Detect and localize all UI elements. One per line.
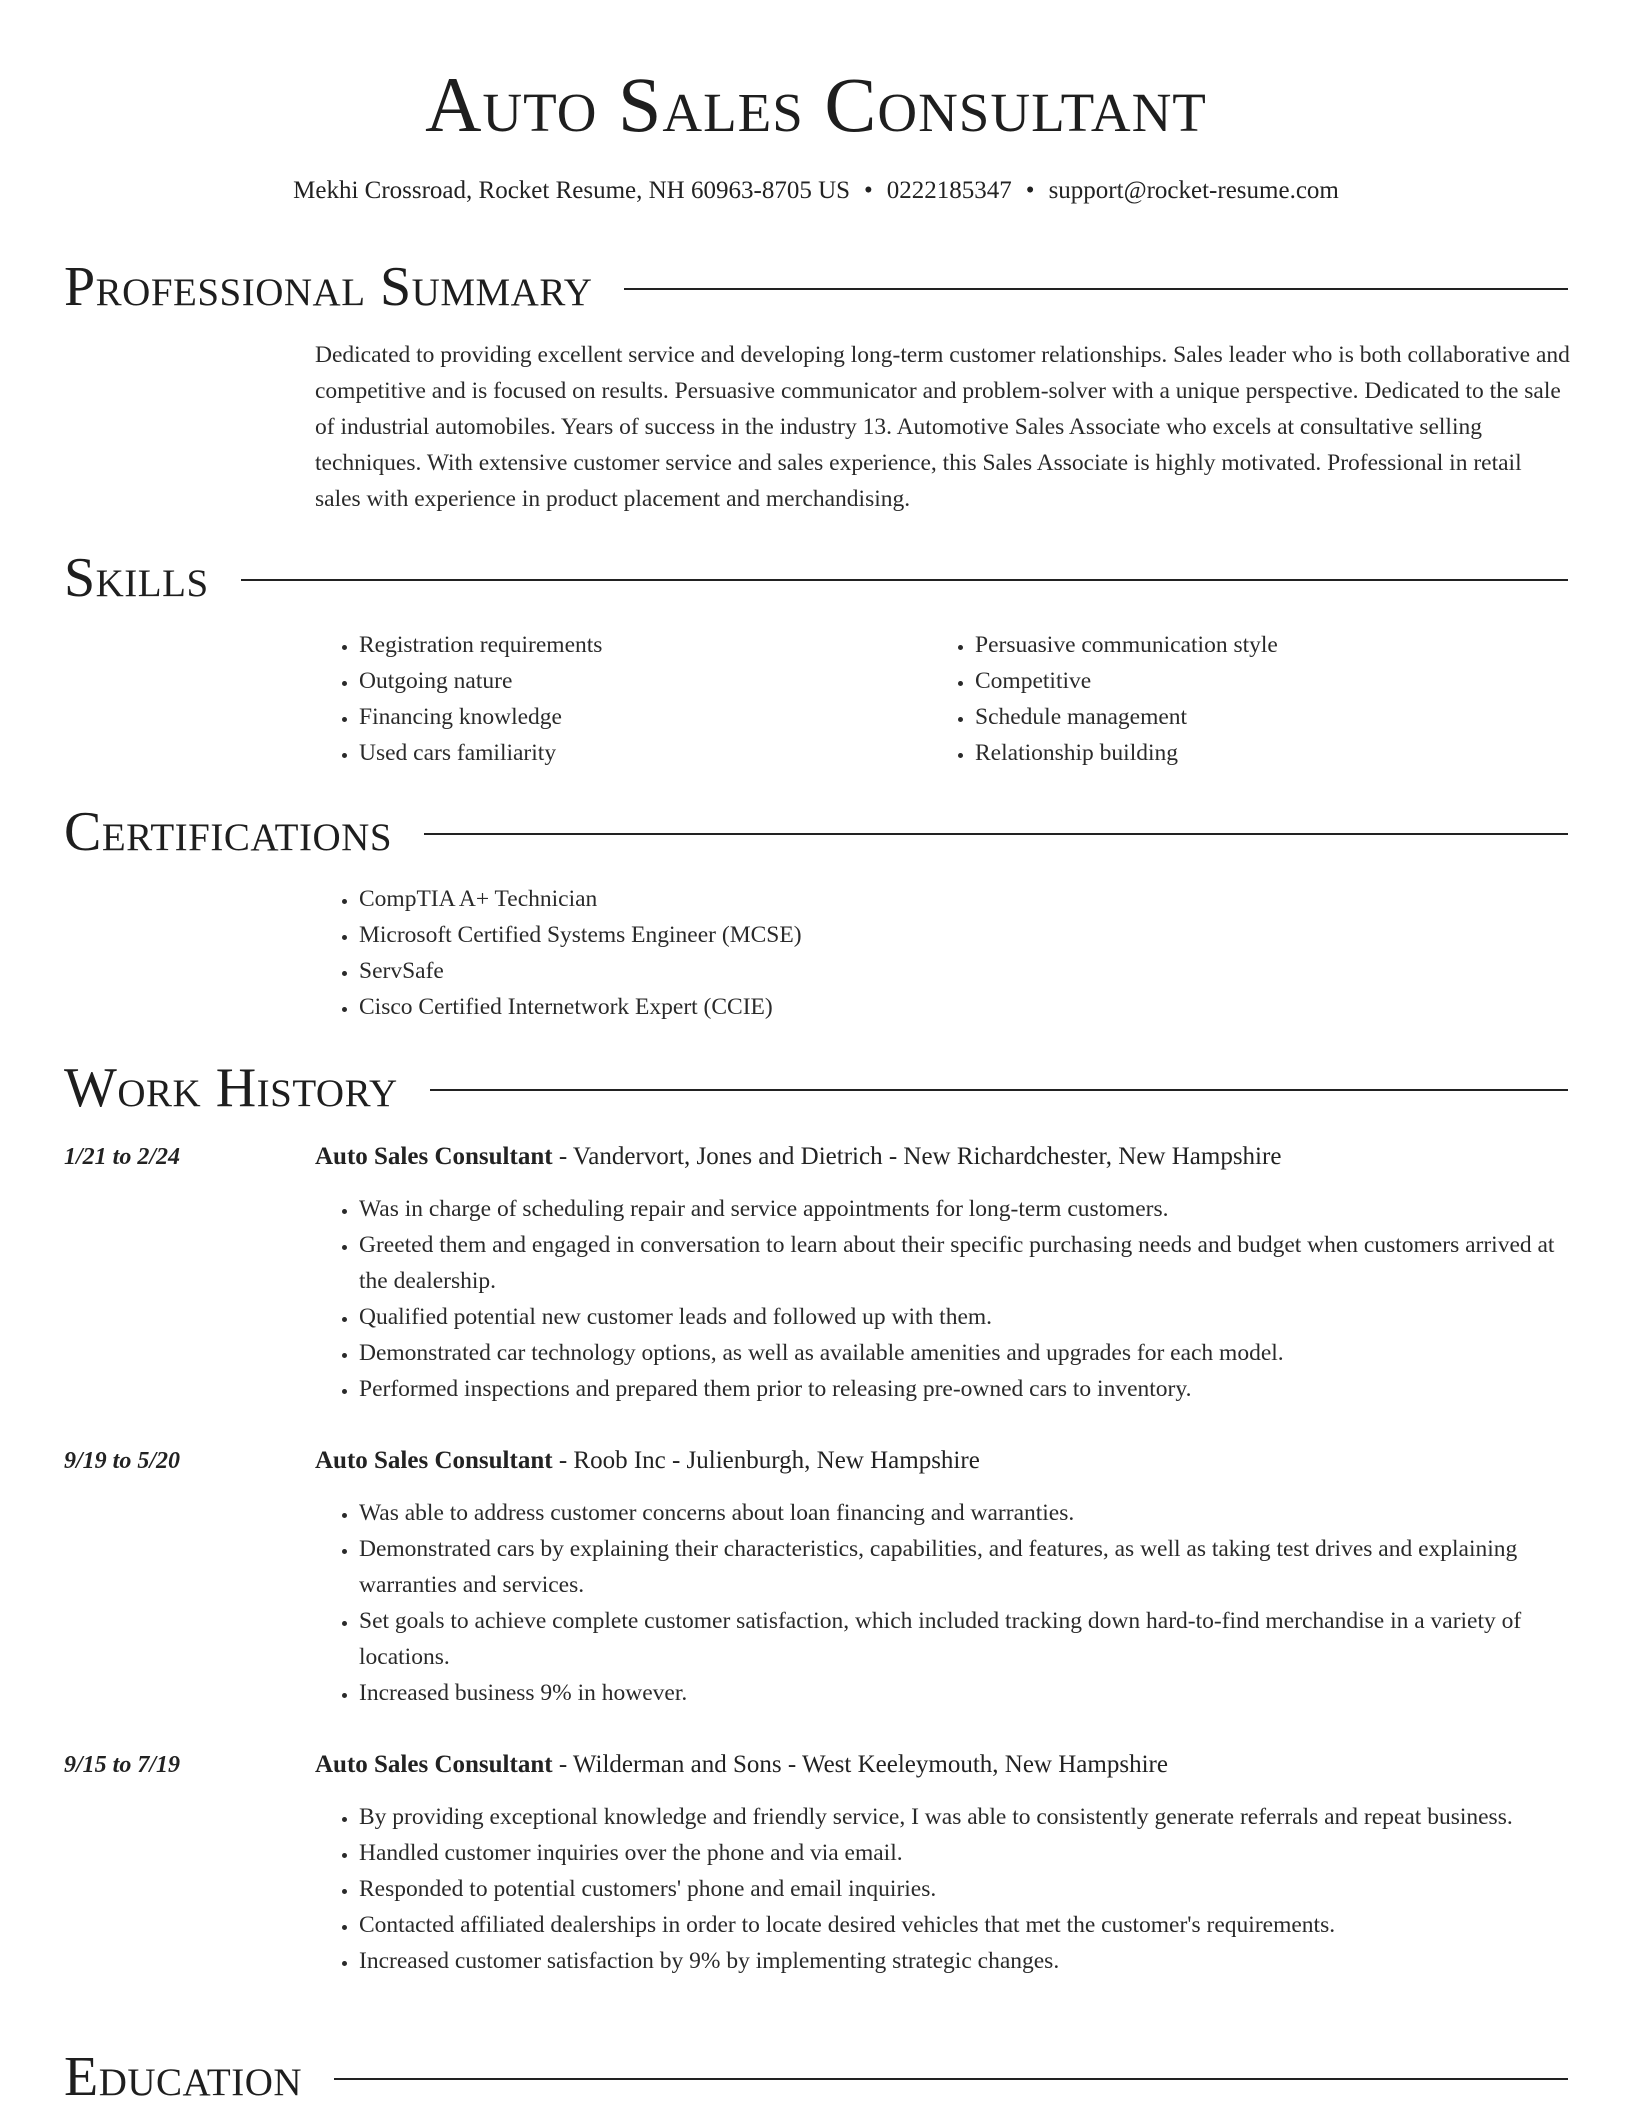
section-divider — [241, 579, 1568, 581]
job-role: Auto Sales Consultant — [315, 1751, 553, 1778]
job-dates: 9/15 to 7/19 — [64, 1752, 181, 1778]
skills-column-right — [931, 627, 1491, 771]
duty-item: • Was in charge of scheduling repair and service appointments for long-term customers. — [359, 1191, 1572, 1227]
duty-item: • Demonstrated car technology options, as well as available amenities and upgrades for each model. — [359, 1335, 1572, 1371]
duty-item: • Increased business 9% in however. — [359, 1675, 1572, 1711]
section-title: Work History — [64, 1057, 398, 1119]
job-employer: - Wilderman and Sons - West Keeleymouth, New Hampshire — [552, 1751, 1168, 1778]
skill-item: • Persuasive communication style — [975, 627, 1491, 663]
job-duties — [315, 1799, 1572, 1979]
section-heading-skills — [64, 543, 1568, 613]
contact-separator: • — [864, 177, 873, 204]
job-duties — [315, 1495, 1572, 1711]
section-title: Skills — [64, 547, 209, 609]
skills-column-left — [315, 627, 875, 771]
section-title: Education — [64, 2046, 303, 2108]
job-duties — [315, 1191, 1572, 1407]
job-employer: - Vandervort, Jones and Dietrich - New Richardchester, New Hampshire — [552, 1143, 1282, 1170]
job-headline — [315, 1443, 1572, 1479]
section-title: Professional Summary — [64, 256, 593, 318]
section-divider — [424, 833, 1568, 835]
skill-item: • Outgoing nature — [359, 663, 875, 699]
duty-item: • Was able to address customer concerns about loan financing and warranties. — [359, 1495, 1572, 1531]
section-heading-certifications — [64, 797, 1568, 867]
duty-item: • Greeted them and engaged in conversation to learn about their specific purchasing needs and budget when customers arrived at the dealership. — [359, 1227, 1572, 1299]
skill-item: • Financing knowledge — [359, 699, 875, 735]
certification-item: • CompTIA A+ Technician — [359, 881, 1315, 917]
skill-item: • Competitive — [975, 663, 1491, 699]
duty-item: • Performed inspections and prepared them prior to releasing pre-owned cars to inventory. — [359, 1371, 1572, 1407]
certification-item: • ServSafe — [359, 953, 1315, 989]
job-role: Auto Sales Consultant — [315, 1447, 553, 1474]
job-dates: 1/21 to 2/24 — [64, 1144, 181, 1170]
section-heading-summary — [64, 252, 1568, 322]
contact-phone: 0222185347 — [886, 177, 1012, 204]
duty-item: • Contacted affiliated dealerships in order to locate desired vehicles that met the customer's requirements. — [359, 1907, 1572, 1943]
certifications-list — [315, 881, 1315, 1025]
job-headline — [315, 1139, 1572, 1175]
contact-email[interactable]: support@rocket-resume.com — [1048, 177, 1339, 204]
skill-item: • Schedule management — [975, 699, 1491, 735]
section-divider — [624, 288, 1568, 290]
section-heading-education — [64, 2042, 1568, 2112]
job-headline — [315, 1747, 1572, 1783]
skill-item: • Used cars familiarity — [359, 735, 875, 771]
job-role: Auto Sales Consultant — [315, 1143, 553, 1170]
certification-item: • Cisco Certified Internetwork Expert (CCIE) — [359, 989, 1315, 1025]
duty-item: • By providing exceptional knowledge and friendly service, I was able to consistently generate referrals and repeat business. — [359, 1799, 1572, 1835]
duty-item: • Responded to potential customers' phone and email inquiries. — [359, 1871, 1572, 1907]
resume-title: Auto Sales Consultant — [425, 61, 1207, 148]
section-divider — [334, 2078, 1568, 2080]
section-title: Certifications — [64, 801, 393, 863]
job-dates: 9/19 to 5/20 — [64, 1448, 181, 1474]
duty-item: • Set goals to achieve complete customer satisfaction, which included tracking down hard-to-find merchandise in a variety of locations. — [359, 1603, 1572, 1675]
job-employer: - Roob Inc - Julienburgh, New Hampshire — [552, 1447, 980, 1474]
section-divider — [430, 1089, 1568, 1091]
contact-address: Mekhi Crossroad, Rocket Resume, NH 60963-8705 US — [293, 177, 851, 204]
duty-item: • Demonstrated cars by explaining their characteristics, capabilities, and features, as well as taking test drives and explaining warranties and services. — [359, 1531, 1572, 1603]
certification-item: • Microsoft Certified Systems Engineer (MCSE) — [359, 917, 1315, 953]
contact-line — [0, 175, 1632, 207]
duty-item: • Increased customer satisfaction by 9% by implementing strategic changes. — [359, 1943, 1572, 1979]
summary-text: Dedicated to providing excellent service and developing long-term customer relationships. Sales leader who is both collaborative and competitive and is focused on results. Persuasive communicator and problem-solver with a unique perspective. Dedicated to the sale of industrial automobiles. Years of success in the industry 13. Automotive Sales Associate who excels at consultative selling techniques. With extensive customer service and sales experience, this Sales Associate is highly motivated. Professional in retail sales with experience in product placement and merchandising. — [315, 342, 1570, 512]
section-heading-work-history — [64, 1053, 1568, 1123]
skill-item: • Registration requirements — [359, 627, 875, 663]
contact-separator: • — [1025, 177, 1035, 204]
duty-item: • Handled customer inquiries over the phone and via email. — [359, 1835, 1572, 1871]
duty-item: • Qualified potential new customer leads and followed up with them. — [359, 1299, 1572, 1335]
skill-item: • Relationship building — [975, 735, 1491, 771]
